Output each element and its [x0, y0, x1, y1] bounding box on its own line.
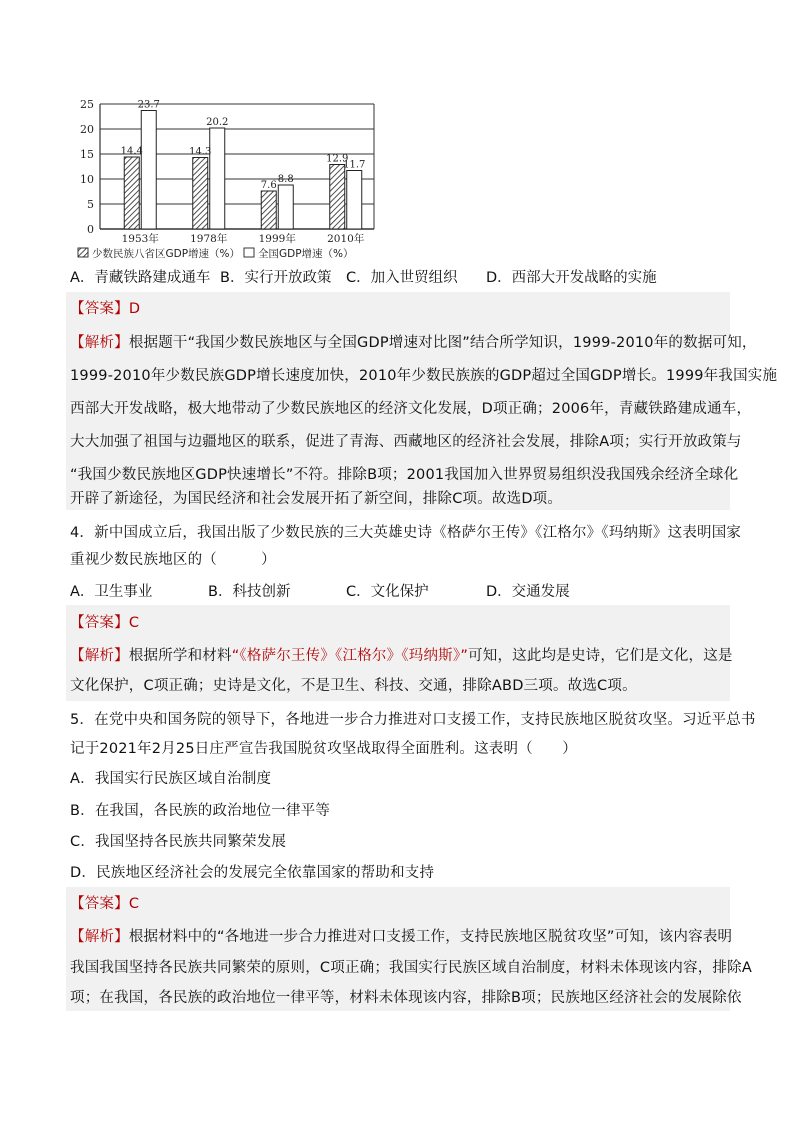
q3-option-b[interactable]: B．实行开放政策	[220, 270, 332, 286]
analysis-tag: 【解析】	[70, 648, 129, 664]
answer-value: C	[128, 896, 140, 912]
bar-value-label: 7.6	[260, 180, 277, 191]
y-tick-label: 5	[87, 198, 94, 211]
y-tick-label: 10	[80, 173, 94, 186]
bar	[124, 157, 139, 229]
bar	[141, 111, 156, 230]
bar	[210, 128, 225, 229]
q5-analysis-line-3: 项；在我国，各民族的政治地位一律平等，材料未体现该内容，排除B项；民族地区经济社会的发展除依	[70, 990, 742, 1006]
legend-swatch-blank	[244, 248, 254, 257]
q3-option-a[interactable]: A．青藏铁路建成通车	[70, 270, 211, 286]
x-category-label: 1999年	[258, 233, 296, 245]
q4-option-c[interactable]: C．文化保护	[346, 584, 429, 600]
q4-analysis-line-2: 文化保护，C项正确；史诗是文化，不是卫生、科技、交通，排除ABD三项。故选C项。	[70, 678, 637, 694]
q5-option-b[interactable]: B．在我国，各民族的政治地位一律平等	[70, 803, 331, 819]
y-tick-label: 0	[87, 223, 94, 236]
legend-label: 少数民族八省区GDP增速（%）	[92, 248, 241, 260]
bar	[278, 185, 293, 229]
q4-option-a[interactable]: A．卫生事业	[70, 584, 153, 600]
analysis-text: 根据题干“我国少数民族地区与全国GDP增速对比图”结合所学知识，1999-2010年的数据可知，	[128, 335, 757, 351]
q4-option-b[interactable]: B．科技创新	[208, 584, 291, 600]
q3-answer	[70, 299, 140, 319]
legend-label: 全国GDP增速（%）	[258, 248, 354, 260]
q5-stem-line-1: 5．在党中央和国务院的领导下，各地进一步合力推进对口支援工作，支持民族地区脱贫攻坚。习近平总书	[70, 712, 756, 728]
q3-analysis-line-3: 西部大开发战略，极大地带动了少数民族地区的经济文化发展，D项正确；2006年，青藏铁路建成通车，	[70, 401, 752, 417]
q5-analysis-line-1	[70, 927, 732, 947]
answer-tag: 【答案】	[70, 301, 129, 317]
bar-value-label: 14.4	[120, 146, 143, 157]
bar-value-label: 20.2	[206, 117, 229, 128]
q4-analysis-line-1	[70, 646, 733, 666]
bar	[261, 191, 276, 229]
bar	[193, 158, 208, 230]
q3-option-d[interactable]: D．西部大开发战略的实施	[486, 270, 657, 286]
analysis-quote: “《格萨尔王传》《江格尔》《玛纳斯》”	[231, 648, 469, 664]
q5-analysis-line-2: 我国我国坚持各民族共同繁荣的原则，C项正确；我国实行民族区域自治制度，材料未体现该内容，排除A	[70, 960, 752, 976]
analysis-text: 根据所学和材料	[128, 648, 232, 664]
y-tick-label: 20	[80, 123, 94, 136]
bar-value-label: 23.7	[137, 99, 160, 111]
answer-tag: 【答案】	[70, 615, 129, 631]
q4-stem-line-2: 重视少数民族地区的（ ）	[70, 552, 276, 568]
q4-option-d[interactable]: D．交通发展	[486, 584, 570, 600]
analysis-text: 可知，这此均是史诗，它们是文化，这是	[468, 648, 733, 664]
q3-option-c[interactable]: C．加入世贸组织	[346, 270, 458, 286]
q3-analysis-line-2: 1999-2010年少数民族GDP增长速度加快，2010年少数民族族的GDP超过全国GDP增长。1999年我国实施	[70, 368, 778, 384]
x-category-label: 1978年	[190, 233, 228, 245]
answer-value: D	[128, 301, 141, 317]
analysis-tag: 【解析】	[70, 929, 129, 945]
legend-swatch-hatched	[78, 248, 88, 257]
q3-analysis-line-4: 大大加强了祖国与边疆地区的联系，促进了青海、西藏地区的经济社会发展，排除A项；实行开放政策与	[70, 434, 742, 450]
q5-answer	[70, 894, 139, 914]
q5-option-c[interactable]: C．我国坚持各民族共同繁荣发展	[70, 834, 287, 850]
q3-analysis-line-6: 开辟了新途径，为国民经济和社会发展开拓了新空间，排除C项。故选D项。	[70, 491, 563, 507]
gdp-comparison-chart	[76, 94, 388, 262]
analysis-tag: 【解析】	[70, 335, 129, 351]
x-category-label: 2010年	[327, 233, 365, 245]
y-tick-label: 25	[80, 98, 94, 111]
q5-option-a[interactable]: A．我国实行民族区域自治制度	[70, 771, 272, 787]
y-tick-label: 15	[80, 148, 94, 161]
q4-answer	[70, 613, 139, 633]
bar-value-label: 14.3	[189, 146, 212, 158]
answer-value: C	[128, 615, 140, 631]
x-category-label: 1953年	[121, 233, 159, 245]
chart-legend	[78, 247, 354, 260]
chart-bars	[124, 111, 362, 230]
bar-value-label: 11.7	[343, 159, 366, 171]
bar	[330, 165, 345, 230]
bar-value-label: 12.9	[326, 153, 349, 165]
bar-value-label: 8.8	[277, 174, 294, 185]
q5-option-d[interactable]: D．民族地区经济社会的发展完全依靠国家的帮助和支持	[70, 865, 435, 881]
answer-tag: 【答案】	[70, 896, 129, 912]
q3-analysis-line-1	[70, 333, 757, 353]
analysis-text: 根据材料中的“各地进一步合力推进对口支援工作，支持民族地区脱贫攻坚”可知，该内容表明	[128, 929, 733, 945]
bar	[347, 171, 362, 230]
q5-stem-line-2: 记于2021年2月25日庄严宣告我国脱贫攻坚战取得全面胜利。这表明（ ）	[70, 741, 577, 757]
q4-stem-line-1: 4．新中国成立后，我国出版了少数民族的三大英雄史诗《格萨尔王传》《江格尔》《玛纳斯》这表明国家	[70, 525, 742, 541]
q3-analysis-line-5: “我国少数民族地区GDP快速增长”不符。排除B项；2001我国加入世界贸易组织没我国残余经济全球化	[70, 467, 739, 483]
